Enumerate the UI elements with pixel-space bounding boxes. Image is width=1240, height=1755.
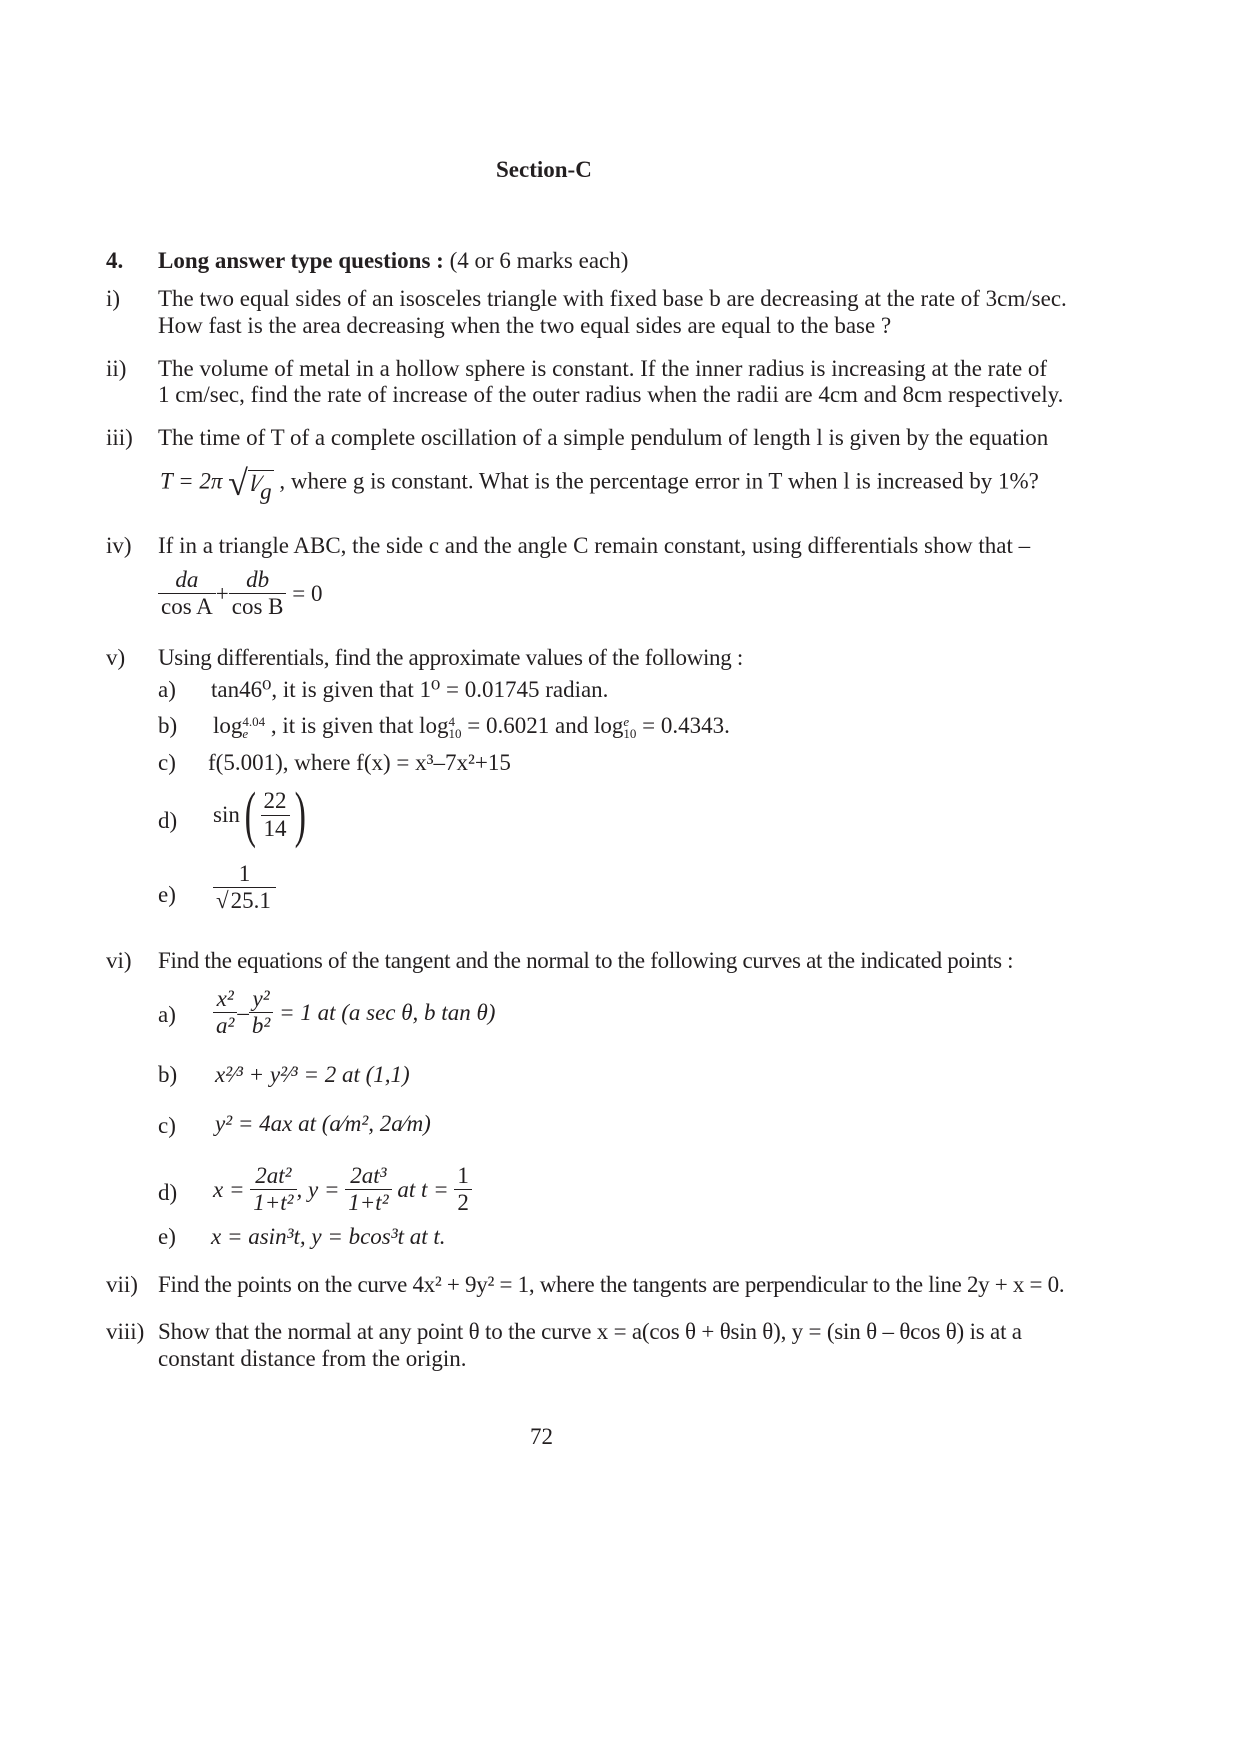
minus-sign: – [237, 999, 249, 1025]
log-value-2: = 0.6021 [467, 713, 550, 738]
numerator-1: 1 [213, 861, 276, 888]
item-v-b-label: b) [158, 713, 178, 738]
item-v-a-label: a) [158, 677, 176, 702]
item-iii-line1: The time of T of a complete oscillation of a simple pendulum of length l is given by the equation [158, 425, 1049, 450]
numerator-1b: 1 [454, 1163, 472, 1190]
fraction-x-param [250, 1163, 296, 1217]
log-word-3: log [593, 713, 624, 738]
numerator-2at3: 2at³ [345, 1163, 391, 1190]
item-label-v: v) [106, 645, 126, 670]
item-i-line1: The two equal sides of an isosceles triangle with fixed base b are decreasing at the rate of 3cm/sec. [158, 286, 1067, 311]
log-base: e [242, 725, 249, 741]
equals-zero: = 0 [292, 580, 323, 606]
fraction-y2-b2 [249, 986, 273, 1040]
denominator-cosB: cos B [231, 594, 284, 620]
radicand-25-1: 25.1 [230, 888, 271, 914]
item-label-ii: ii) [106, 356, 127, 381]
item-vi-d-label: d) [158, 1180, 178, 1205]
item-viii-line2: constant distance from the origin. [158, 1346, 467, 1371]
numerator-22: 22 [261, 788, 290, 815]
log-word: log [213, 713, 243, 738]
denominator-2: 2 [457, 1190, 469, 1216]
item-v-d-expr [213, 781, 310, 849]
sqrt-radicand: l⁄g [249, 470, 272, 504]
numerator-x2: x² [213, 986, 237, 1013]
denominator-1t2-b: 1+t² [348, 1190, 389, 1216]
fraction-22-14 [261, 788, 290, 842]
denominator-cosA: cos A [161, 594, 213, 620]
given-text: , it is given that [270, 713, 414, 738]
log-value-3: = 0.4343. [642, 713, 730, 738]
item-v-d-label: d) [158, 808, 178, 833]
fraction-y-param [345, 1163, 391, 1217]
item-vi-e-expr: x = asin³t, y = bcos³t at t. [211, 1224, 446, 1249]
item-v-e-expr [213, 861, 276, 915]
item-label-vii: vii) [106, 1272, 138, 1297]
item-vi-b-label: b) [158, 1062, 178, 1087]
item-v-e-label: e) [158, 882, 176, 907]
log-word-2: log [419, 713, 449, 738]
item-ii-line1: The volume of metal in a hollow sphere is constant. If the inner radius is increasing at the rate of [158, 356, 1048, 381]
pendulum-formula-lhs: T = 2π [160, 468, 223, 494]
item-v-a-text: tan46⁰, it is given that 1⁰ = 0.01745 radian. [211, 677, 609, 702]
numerator-y2: y² [249, 986, 273, 1013]
item-vi-b-expr: x²⁄³ + y²⁄³ = 2 at (1,1) [215, 1062, 410, 1087]
item-vii-line1: Find the points on the curve 4x² + 9y² = 1, where the tangents are perpendicular to the line 2y + x = 0. [158, 1272, 1065, 1297]
at-t-equals: at t = [397, 1176, 449, 1202]
item-label-iv: iv) [106, 533, 132, 558]
plus-sign: + [215, 580, 229, 606]
fraction-x2-a2 [213, 986, 237, 1040]
section-title: Section-C [496, 157, 592, 182]
right-paren: ) [294, 781, 306, 849]
fraction-da-cosA [158, 567, 216, 621]
item-v-c-label: c) [158, 750, 176, 775]
log-base-3: 10 [623, 725, 637, 741]
item-vi-a-label: a) [158, 1002, 176, 1027]
log-arg-2: 4 [448, 713, 455, 729]
pendulum-l: l [249, 470, 257, 496]
pendulum-g: g [260, 478, 272, 504]
sqrt-symbol: √ [228, 463, 248, 503]
question-heading-marks: (4 or 6 marks each) [449, 248, 629, 273]
item-vi-c-label: c) [158, 1113, 176, 1138]
item-label-i: i) [106, 286, 121, 311]
item-viii-line1: Show that the normal at any point θ to the curve x = a(cos θ + θsin θ), y = (sin θ – θcos θ) is at a [158, 1319, 1022, 1344]
fraction-half [454, 1163, 472, 1217]
y-equals: , y = [296, 1176, 340, 1202]
sin-word: sin [213, 802, 240, 827]
hyperbola-rest: = 1 at (a sec θ, b tan θ) [279, 999, 496, 1025]
item-vi-c-expr: y² = 4ax at (a⁄m², 2a⁄m) [215, 1111, 431, 1136]
numerator-db: db [229, 567, 287, 594]
question-heading [158, 248, 628, 274]
item-label-iii: iii) [106, 425, 133, 450]
item-vi-line1: Find the equations of the tangent and the normal to the following curves at the indicated points : [158, 948, 1014, 973]
item-iii-formula [160, 462, 1039, 504]
left-paren: ( [244, 781, 256, 849]
denominator-14: 14 [263, 815, 287, 841]
item-i-line2: How fast is the area decreasing when the two equal sides are equal to the base ? [158, 313, 892, 338]
denominator-a2: a² [216, 1013, 235, 1039]
item-v-line1: Using differentials, find the approximate values of the following : [158, 645, 743, 670]
item-vi-a-expr [213, 986, 495, 1040]
item-iv-equation [158, 567, 322, 621]
item-vi-e-label: e) [158, 1224, 176, 1249]
fraction-db-cosB [229, 567, 287, 621]
denominator-b2: b² [251, 1013, 271, 1039]
item-label-viii: viii) [106, 1319, 145, 1344]
fraction-1-sqrt [213, 861, 276, 915]
page-number: 72 [530, 1424, 553, 1449]
denominator-sqrt: √25.1 [216, 888, 271, 914]
question-number: 4. [106, 248, 124, 273]
question-heading-bold: Long answer type questions : [158, 248, 444, 273]
numerator-2at2: 2at² [250, 1163, 296, 1190]
item-iii-line2: , where g is constant. What is the percentage error in T when l is increased by 1%? [279, 468, 1039, 494]
item-label-vi: vi) [106, 948, 132, 973]
item-v-b-text [213, 713, 730, 740]
denominator-1t2: 1+t² [253, 1190, 294, 1216]
item-iv-line1: If in a triangle ABC, the side c and the angle C remain constant, using differentials show that – [158, 533, 1031, 558]
and-word: and [554, 713, 589, 738]
item-ii-line2: 1 cm/sec, find the rate of increase of the outer radius when the radii are 4cm and 8cm respectively. [158, 382, 1064, 407]
log-arg: 4.04 [242, 713, 266, 729]
numerator-da: da [158, 567, 216, 594]
item-vi-d-expr [213, 1163, 472, 1217]
item-v-c-text: f(5.001), where f(x) = x³–7x²+15 [208, 750, 511, 775]
x-equals: x = [213, 1176, 245, 1202]
log-arg-3: e [623, 713, 630, 729]
log-base-2: 10 [448, 725, 462, 741]
